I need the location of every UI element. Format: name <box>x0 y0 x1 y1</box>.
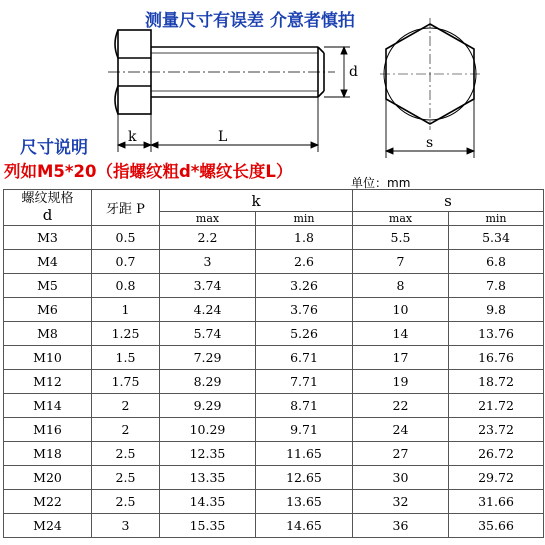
cell-k-min: 1.8 <box>256 226 353 250</box>
cell-k-max: 2.2 <box>160 226 256 250</box>
table-row <box>4 298 544 322</box>
header-thread-line1: 螺纹规格 <box>21 191 74 206</box>
cell-s-max: 17 <box>353 346 449 370</box>
cell-s-min: 5.34 <box>449 226 544 250</box>
table-row <box>4 370 544 394</box>
cell-k-min: 6.71 <box>256 346 353 370</box>
cell-pitch: 3 <box>92 514 160 538</box>
cell-s-min: 9.8 <box>449 298 544 322</box>
header-k-max: max <box>160 212 256 226</box>
cell-thread: M5 <box>4 274 92 298</box>
cell-pitch: 1.5 <box>92 346 160 370</box>
table-row <box>4 490 544 514</box>
table-row <box>4 514 544 538</box>
cell-s-max: 7 <box>353 250 449 274</box>
spec-table <box>3 189 544 538</box>
cell-k-min: 7.71 <box>256 370 353 394</box>
table-row <box>4 274 544 298</box>
cell-thread: M20 <box>4 466 92 490</box>
header-thread-line2: d <box>42 206 53 224</box>
cell-s-max: 10 <box>353 298 449 322</box>
cell-k-min: 14.65 <box>256 514 353 538</box>
cell-thread: M16 <box>4 418 92 442</box>
cell-k-max: 4.24 <box>160 298 256 322</box>
cell-s-min: 35.66 <box>449 514 544 538</box>
measurement-notice: 测量尺寸有误差 介意者慎拍 <box>145 11 355 31</box>
cell-s-max: 30 <box>353 466 449 490</box>
label-s: s <box>426 135 434 151</box>
cell-s-max: 8 <box>353 274 449 298</box>
cell-pitch: 2 <box>92 418 160 442</box>
cell-k-max: 8.29 <box>160 370 256 394</box>
cell-k-max: 13.35 <box>160 466 256 490</box>
cell-pitch: 1 <box>92 298 160 322</box>
cell-k-max: 9.29 <box>160 394 256 418</box>
cell-pitch: 0.5 <box>92 226 160 250</box>
cell-pitch: 2.5 <box>92 490 160 514</box>
table-row <box>4 346 544 370</box>
cell-s-max: 19 <box>353 370 449 394</box>
table-row <box>4 250 544 274</box>
cell-s-min: 16.76 <box>449 346 544 370</box>
table-row <box>4 322 544 346</box>
cell-k-min: 8.71 <box>256 394 353 418</box>
cell-s-max: 5.5 <box>353 226 449 250</box>
cell-s-min: 7.8 <box>449 274 544 298</box>
cell-s-max: 24 <box>353 418 449 442</box>
size-description-heading: 尺寸说明 <box>20 138 88 158</box>
cell-pitch: 1.75 <box>92 370 160 394</box>
cell-s-max: 27 <box>353 442 449 466</box>
cell-s-min: 26.72 <box>449 442 544 466</box>
cell-thread: M10 <box>4 346 92 370</box>
cell-k-max: 3.74 <box>160 274 256 298</box>
cell-k-max: 10.29 <box>160 418 256 442</box>
header-s-max: max <box>353 212 449 226</box>
cell-thread: M22 <box>4 490 92 514</box>
table-row <box>4 466 544 490</box>
cell-k-max: 12.35 <box>160 442 256 466</box>
cell-s-min: 23.72 <box>449 418 544 442</box>
table-row <box>4 442 544 466</box>
cell-k-max: 5.74 <box>160 322 256 346</box>
cell-k-min: 13.65 <box>256 490 353 514</box>
cell-pitch: 2.5 <box>92 466 160 490</box>
cell-s-min: 18.72 <box>449 370 544 394</box>
cell-thread: M24 <box>4 514 92 538</box>
cell-s-max: 14 <box>353 322 449 346</box>
header-k-min: min <box>256 212 353 226</box>
table-body <box>4 226 544 538</box>
cell-k-min: 3.26 <box>256 274 353 298</box>
cell-k-max: 3 <box>160 250 256 274</box>
cell-thread: M3 <box>4 226 92 250</box>
label-d: d <box>349 64 358 80</box>
cell-pitch: 1.25 <box>92 322 160 346</box>
cell-k-min: 2.6 <box>256 250 353 274</box>
cell-pitch: 2 <box>92 394 160 418</box>
header-thread-spec <box>4 190 92 226</box>
label-k: k <box>128 129 137 145</box>
cell-s-min: 29.72 <box>449 466 544 490</box>
cell-pitch: 0.8 <box>92 274 160 298</box>
header-s-min: min <box>449 212 544 226</box>
cell-s-min: 21.72 <box>449 394 544 418</box>
cell-thread: M8 <box>4 322 92 346</box>
cell-thread: M14 <box>4 394 92 418</box>
cell-k-min: 9.71 <box>256 418 353 442</box>
cell-k-min: 5.26 <box>256 322 353 346</box>
example-note: 列如M5*20（指螺纹粗d*螺纹长度L） <box>4 162 293 181</box>
header-k: k <box>160 190 353 212</box>
header-pitch: 牙距 P <box>92 190 160 226</box>
cell-k-min: 11.65 <box>256 442 353 466</box>
cell-s-min: 31.66 <box>449 490 544 514</box>
bolt-head-end-view <box>380 18 480 130</box>
dimension-d <box>324 47 350 97</box>
table-row <box>4 418 544 442</box>
cell-thread: M18 <box>4 442 92 466</box>
unit-label: 单位：mm <box>351 176 411 190</box>
cell-k-min: 3.76 <box>256 298 353 322</box>
table-row <box>4 226 544 250</box>
table-row <box>4 394 544 418</box>
cell-k-min: 12.65 <box>256 466 353 490</box>
cell-k-max: 14.35 <box>160 490 256 514</box>
table-header-row <box>4 190 544 212</box>
cell-s-min: 6.8 <box>449 250 544 274</box>
cell-k-max: 7.29 <box>160 346 256 370</box>
cell-pitch: 2.5 <box>92 442 160 466</box>
cell-thread: M12 <box>4 370 92 394</box>
cell-s-min: 13.76 <box>449 322 544 346</box>
cell-k-max: 15.35 <box>160 514 256 538</box>
cell-thread: M4 <box>4 250 92 274</box>
label-L: L <box>218 129 228 145</box>
cell-pitch: 0.7 <box>92 250 160 274</box>
cell-s-max: 36 <box>353 514 449 538</box>
cell-s-max: 22 <box>353 394 449 418</box>
cell-s-max: 32 <box>353 490 449 514</box>
cell-thread: M6 <box>4 298 92 322</box>
header-s: s <box>353 190 544 212</box>
